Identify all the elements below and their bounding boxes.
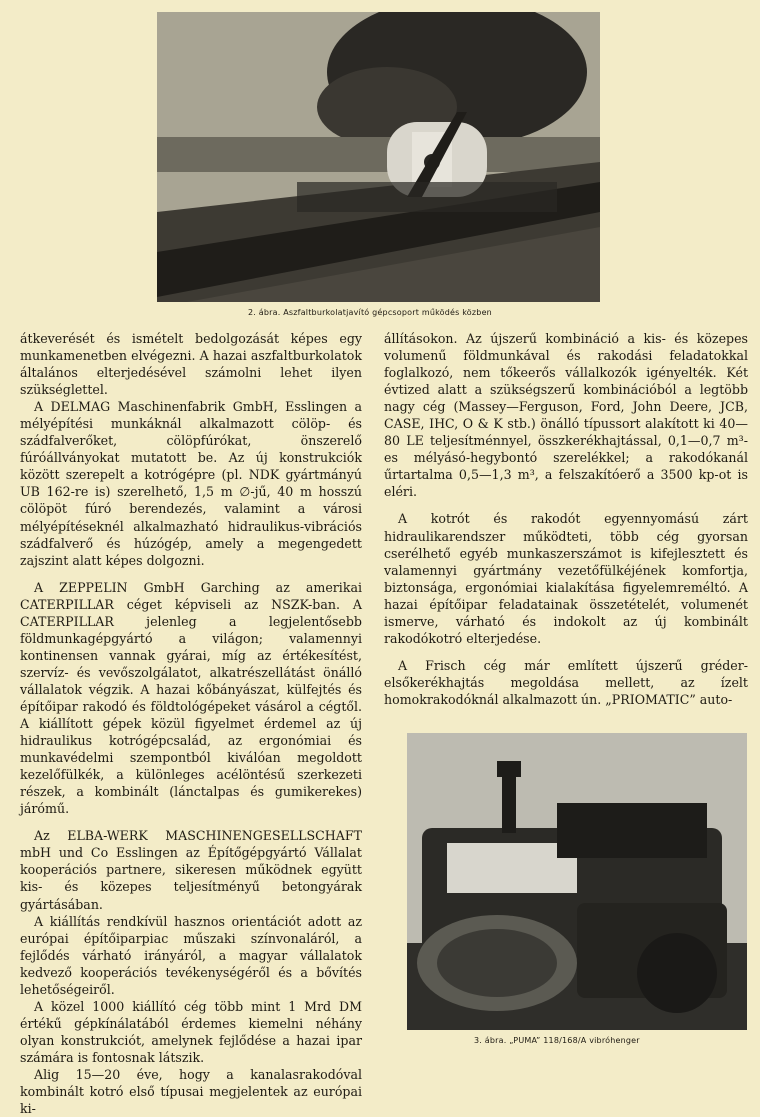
vibratory-roller-illustration [407, 733, 747, 1030]
paragraph: A kotrót és rakodót egyennyomású zárt hidraulikarendszer működteti, több cég gyorsan cserélhető egyéb munkaszerszámot is kifejlesztett és valamennyi gyártmány vezetőfülkéjének komfortja, biztonsága, ergonómiai kialakítása figyelemreméltó. A hazai építőipar feladatainak összetételét, volumenét ismerve, várható és indokolt az új kombinált rakodókotró elterjedése. [384, 511, 748, 646]
paragraph: A közel 1000 kiállító cég több mint 1 Mrd DM értékű gépkínálatából érdemes kiemelni néhány olyan konstrukciót, amelynek fejlődése a hazai ipar számára is fontosnak látszik. [20, 998, 362, 1065]
figure-2-caption: 2. ábra. Aszfaltburkolatjavító gépcsoport működés közben [248, 308, 492, 317]
paragraph: Az ELBA-WERK MASCHINENGESELLSCHAFT mbH und Co Esslingen az Építőgépgyártó Vállalat kooperációs partnere, sikeresen működnek együtt kis- és közepes teljesítményű betongyárak gyártásában. [20, 828, 362, 912]
paragraph: A ZEPPELIN GmbH Garching az amerikai CATERPILLAR céget képviseli az NSZK-ban. A CATERPILLAR jelenleg a legjelentősebb földmunkagépgyártó a világon; valamennyi kontinensen vannak gyárai, míg az értékesítést, szervíz- és vevőszolgálatot, alkatrészellátást önálló vállalatok végzik. A hazai kőbányászat, külfejtés és építőipar rakodó és földtológépeket vásárol a cégtől. A kiállított gépek közül figyelmet érdemel az új hidraulikus kotrógépcsalád, az ergonómiai és munkavédelmi szempontból kiválóan megoldott kezelőfülkék, a különleges acélöntésű szerkezeti részek, a kombinált (lánctalpas és gumikerekes) járómű. [20, 579, 362, 817]
paragraph: A DELMAG Maschinenfabrik GmbH, Esslingen a mélyépítési munkáknál alkalmazott cölöp- és szádfalverőket, cölöpfúrókat, önszerelő fúróállványokat mutatott be. Az új konstrukciók között szerepelt a kotrógépre (pl. NDK gyártmányú UB 162-re is) szerelhető, 1,5 m ∅-jű, 40 m hosszú cölöpöt fúró berendezés, valamint a városi mélyépítéseknél alkalmazható hidraulikus-vibrációs szádfalverő és húzógép, amely a megengedett zajszint alatt képes dolgozni. [20, 399, 362, 568]
paragraph: átkeverését és ismételt bedolgozását képes egy munkamenetben elvégezni. A hazai aszfaltburkolatok általános elterjedésével számolni lehet ilyen szükséglettel. [20, 331, 362, 398]
figure-3-photo [407, 733, 747, 1030]
right-text-column [384, 330, 748, 708]
asphalt-repair-machine-illustration [157, 12, 600, 302]
paragraph: állításokon. Az újszerű kombináció a kis- és közepes volumenű földmunkával és rakodási feladatokkal foglalkozó, nem tőkeerős vállalkozók igényelték. Két évtized alatt a szükségszerű kombinációból a legtöbb nagy cég (Massey—Ferguson, Ford, John Deere, JCB, CASE, IHC, O & K stb.) önálló típussort alakított ki 40—80 LE teljesítménnyel, összkerékhajtással, 0,1—0,7 m³-es mélyásó-hegybontó szerelékkel; a rakodókanál űrtartalma 0,5—1,3 m³, a felszakítóerő a 3500 kp-ot is eléri. [384, 331, 748, 500]
paragraph: A kiállítás rendkívül hasznos orientációt adott az európai építőiparpiac műszaki színvonaláról, a fejlődés várható irányáról, a magyar vállalatok kedvező kooperációs tevékenységéről és a bővítés lehetőségeiről. [20, 913, 362, 997]
figure-2-photo [157, 12, 600, 302]
figure-3-caption: 3. ábra. „PUMA” 118/168/A vibróhenger [474, 1036, 640, 1045]
paragraph: A Frisch cég már említett újszerű gréder-elsőkerékhajtás megoldása mellett, az ízelt homokrakodóknál alkalmazott ún. „PRIOMATIC” auto- [384, 657, 748, 707]
paragraph: Alig 15—20 éve, hogy a kanalasrakodóval kombinált kotró első típusai megjelentek az európai ki- [20, 1066, 362, 1117]
left-text-column [20, 330, 362, 1117]
